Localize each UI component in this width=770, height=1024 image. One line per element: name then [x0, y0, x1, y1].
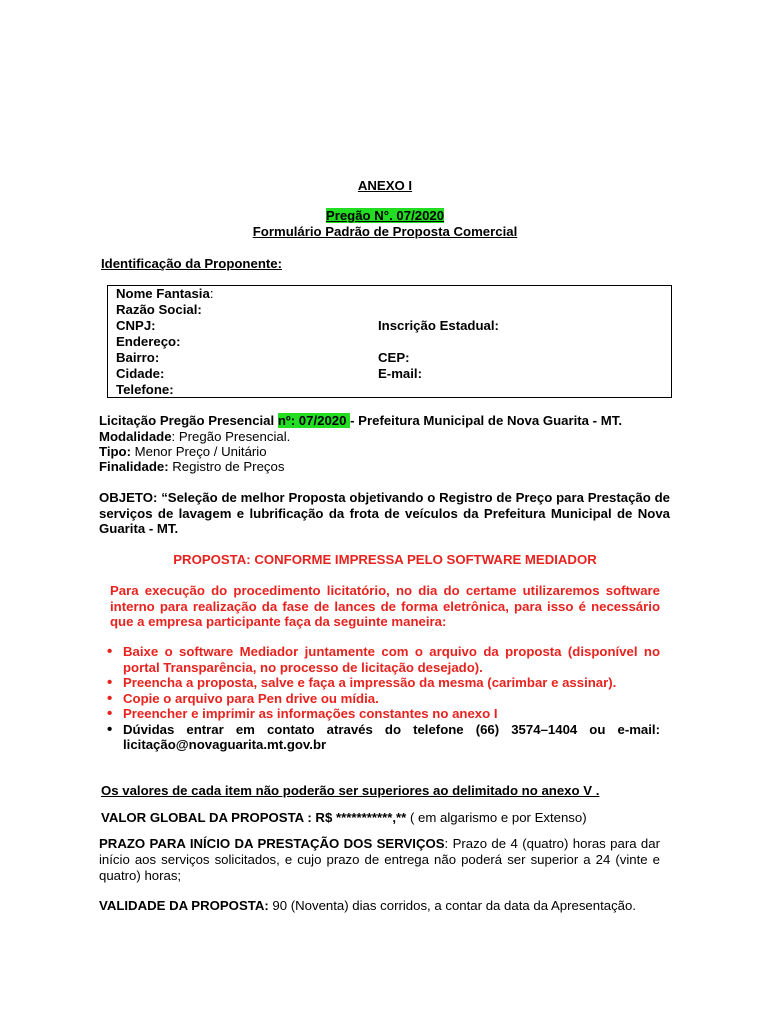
pregao-number-text: Pregão N°. 07/2020: [325, 208, 445, 223]
field-razao-social: Razão Social:: [116, 302, 202, 317]
field-email: E-mail:: [378, 366, 422, 381]
prazo-paragraph: PRAZO PARA INÍCIO DA PRESTAÇÃO DOS SERVIÇOS: Prazo de 4 (quatro) horas para dar início aos serviços solicitados, e cujo prazo de entrega não poderá ser superior a 24 (vinte e quatro) horas;: [99, 836, 660, 883]
instructions-list: [101, 644, 660, 753]
identification-heading: Identificação da Proponente:: [101, 256, 282, 271]
field-telefone: Telefone:: [116, 382, 174, 397]
proposta-intro: Para execução do procedimento licitatório, no dia do certame utilizaremos software interno para realização da fase de lances de forma eletrônica, para isso é necessário que a empresa participante faça da seguinte maneira:: [110, 583, 660, 629]
identification-table: [107, 285, 672, 398]
licitacao-line: Licitação Pregão Presencial nº: 07/2020 - Prefeitura Municipal de Nova Guarita - MT.: [99, 413, 622, 428]
field-cidade: Cidade:: [116, 366, 165, 381]
tipo-line: Tipo: Menor Preço / Unitário: [99, 444, 267, 459]
field-endereco: Endereço:: [116, 334, 181, 349]
valor-global-line: VALOR GLOBAL DA PROPOSTA : R$ ***********,** ( em algarismo e por Extenso): [101, 810, 587, 825]
list-item: • Preencher e imprimir as informações constantes no anexo I: [101, 706, 660, 722]
pregao-number: [0, 208, 770, 223]
form-title: Formulário Padrão de Proposta Comercial: [252, 224, 518, 239]
list-item: • Preencha a proposta, salve e faça a impressão da mesma (carimbar e assinar).: [101, 675, 660, 691]
list-item: • Copie o arquivo para Pen drive ou mídia.: [101, 691, 660, 707]
validade-paragraph: VALIDADE DA PROPOSTA: 90 (Noventa) dias corridos, a contar da data da Apresentação.: [99, 898, 637, 913]
field-inscricao-estadual: Inscrição Estadual:: [378, 318, 499, 333]
annex-title: ANEXO I: [357, 178, 413, 193]
field-cnpj: CNPJ:: [116, 318, 156, 333]
list-item: • Baixe o software Mediador juntamente com o arquivo da proposta (disponível no portal Transparência, no processo de licitação desejado).: [101, 644, 660, 675]
licitacao-number: nº: 07/2020: [277, 413, 351, 428]
objeto-paragraph: OBJETO: “Seleção de melhor Proposta objetivando o Registro de Preço para Prestação de serviços de lavagem e lubrificação da frota de veículos da Prefeitura Municipal de Nova Guarita - MT.: [99, 490, 670, 536]
field-bairro: Bairro:: [116, 350, 160, 365]
field-nome-fantasia: Nome Fantasia:: [116, 286, 214, 301]
proposta-title: PROPOSTA: CONFORME IMPRESSA PELO SOFTWARE MEDIADOR: [173, 552, 597, 567]
modalidade-line: Modalidade: Pregão Presencial.: [99, 429, 291, 444]
field-cep: CEP:: [378, 350, 410, 365]
limit-note: Os valores de cada item não poderão ser superiores ao delimitado no anexo V .: [101, 783, 600, 798]
list-item: • Dúvidas entrar em contato através do telefone (66) 3574–1404 ou e-mail: licitação@novaguarita.mt.gov.br: [101, 722, 660, 753]
finalidade-line: Finalidade: Registro de Preços: [99, 459, 285, 474]
